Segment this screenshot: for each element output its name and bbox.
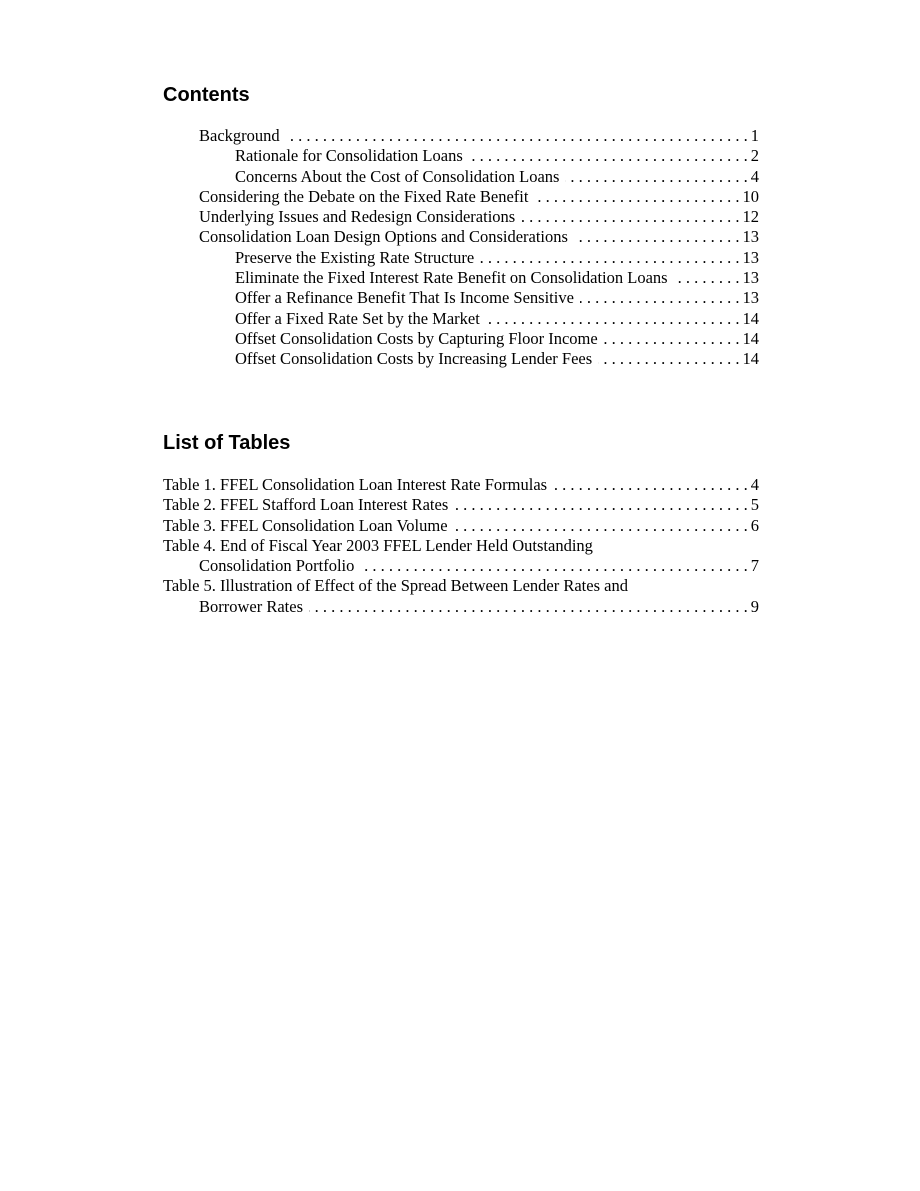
- toc-entry-title: Considering the Debate on the Fixed Rate Benefit: [199, 186, 529, 206]
- table-entry-title: Table 1. FFEL Consolidation Loan Interest Rate Formulas: [163, 475, 548, 494]
- toc-entry-title: Rationale for Consolidation Loans: [235, 146, 463, 166]
- dot-leader: [553, 475, 748, 495]
- toc-entry[interactable]: [163, 167, 759, 187]
- dot-leader: [454, 495, 748, 515]
- table-entry-page: 4: [750, 475, 759, 494]
- dot-leader: [598, 349, 739, 369]
- toc-entry[interactable]: [163, 309, 759, 329]
- toc-entry-page: 13: [742, 227, 759, 247]
- table-entry-title: Table 5. Illustration of Effect of the Spread Between Lender Rates and: [163, 576, 628, 596]
- toc-entry[interactable]: [163, 349, 759, 369]
- table-entry-title: Table 3. FFEL Consolidation Loan Volume: [163, 515, 448, 535]
- dot-leader: [574, 227, 740, 247]
- table-entry[interactable]: [163, 475, 759, 495]
- dot-leader: [565, 167, 747, 187]
- dot-leader: [521, 207, 739, 227]
- table-entry-page: 6: [750, 515, 759, 535]
- toc-entry[interactable]: [163, 288, 759, 308]
- table-entry[interactable]: [163, 516, 759, 536]
- toc-entry-title: Offer a Refinance Benefit That Is Income Sensitive: [235, 288, 574, 308]
- toc-entry-page: 1: [750, 126, 759, 145]
- toc-entry-page: 14: [742, 349, 759, 369]
- toc-entry[interactable]: [163, 207, 759, 227]
- toc-entry[interactable]: [163, 146, 759, 166]
- list-of-tables-heading: List of Tables: [163, 432, 291, 454]
- dot-leader: [674, 268, 740, 288]
- toc-entry-page: 10: [742, 186, 759, 206]
- toc-entry-title: Consolidation Loan Design Options and Considerations: [199, 227, 568, 247]
- toc-entry-title: Offset Consolidation Costs by Increasing Lender Fees: [235, 349, 593, 369]
- table-entry-page: 5: [750, 495, 759, 515]
- dot-leader: [580, 288, 740, 308]
- toc-entry-page: 2: [750, 146, 759, 166]
- dot-leader: [454, 516, 748, 536]
- toc-entry[interactable]: [163, 268, 759, 288]
- toc-entry[interactable]: [163, 248, 759, 268]
- toc-entry-title: Background: [199, 126, 280, 145]
- toc-entry-title: Offset Consolidation Costs by Capturing Floor Income: [235, 328, 598, 348]
- dot-leader: [486, 309, 740, 329]
- toc-entry-page: 13: [742, 247, 759, 267]
- toc-entry-page: 14: [742, 308, 759, 328]
- toc-entry-title: Offer a Fixed Rate Set by the Market: [235, 308, 480, 328]
- table-entry-page: 7: [750, 556, 759, 576]
- toc-entry-title: Underlying Issues and Redesign Considerations: [199, 207, 516, 227]
- toc-entry[interactable]: [163, 187, 759, 207]
- table-entry-title: Table 4. End of Fiscal Year 2003 FFEL Lender Held Outstanding: [163, 535, 593, 555]
- toc-entry[interactable]: [163, 126, 759, 146]
- table-entry-page: 9: [750, 596, 759, 616]
- contents-list: [163, 126, 759, 370]
- dot-leader: [604, 329, 740, 349]
- table-entry-title-continued: Borrower Rates: [199, 596, 304, 616]
- dot-leader: [469, 146, 748, 166]
- toc-entry-title: Eliminate the Fixed Interest Rate Benefit on Consolidation Loans: [235, 268, 668, 288]
- table-entry-title-continued: Consolidation Portfolio: [199, 556, 355, 576]
- table-entry[interactable]: [163, 576, 759, 617]
- toc-entry-page: 13: [742, 268, 759, 288]
- contents-heading: Contents: [163, 84, 250, 106]
- toc-entry-title: Preserve the Existing Rate Structure: [235, 247, 475, 267]
- toc-entry-title: Concerns About the Cost of Consolidation Loans: [235, 166, 560, 186]
- table-entry-title: Table 2. FFEL Stafford Loan Interest Rates: [163, 495, 449, 515]
- dot-leader: [534, 187, 739, 207]
- dot-leader: [286, 126, 748, 146]
- table-entry[interactable]: [163, 495, 759, 515]
- toc-entry-page: 12: [742, 207, 759, 227]
- toc-entry-page: 13: [742, 288, 759, 308]
- toc-entry-page: 4: [750, 166, 759, 186]
- dot-leader: [480, 248, 739, 268]
- toc-entry[interactable]: [163, 329, 759, 349]
- toc-entry-page: 14: [742, 328, 759, 348]
- dot-leader: [360, 556, 747, 576]
- list-of-tables: [163, 475, 759, 617]
- toc-entry[interactable]: [163, 227, 759, 247]
- dot-leader: [309, 597, 748, 617]
- table-entry[interactable]: [163, 536, 759, 577]
